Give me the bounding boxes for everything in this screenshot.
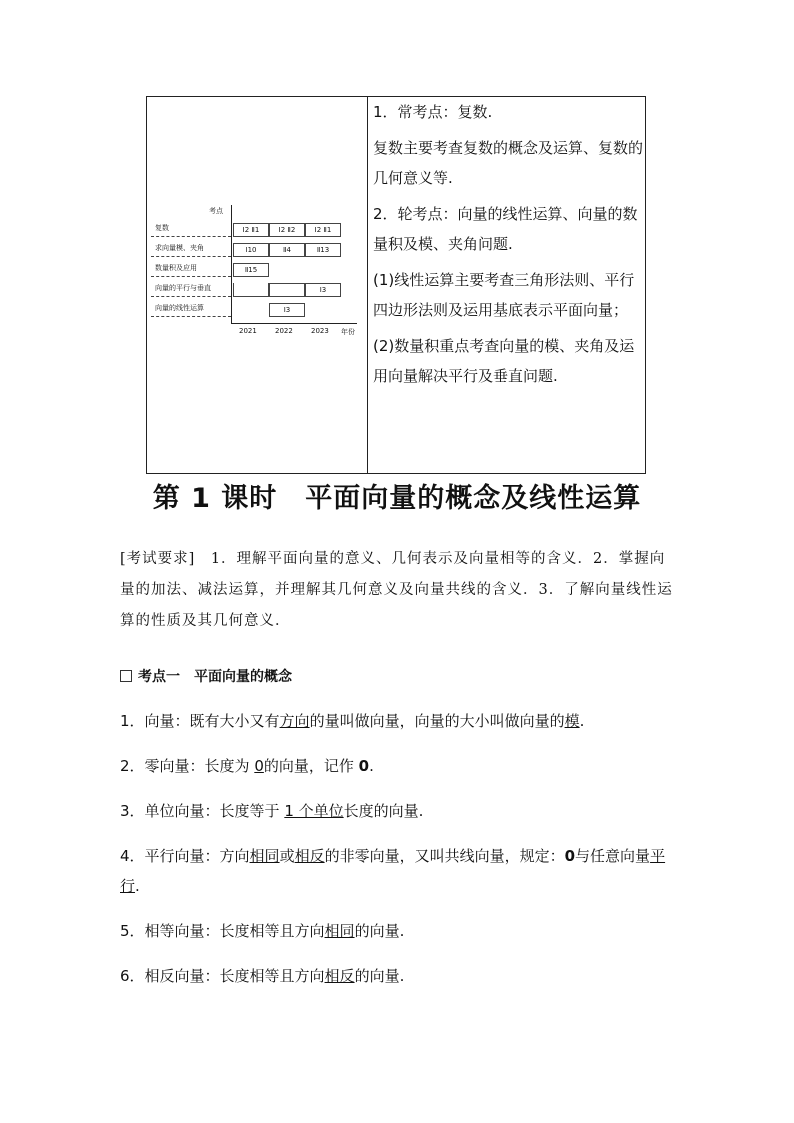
item-text: 与任意向量 <box>575 847 651 865</box>
chart-cell <box>269 283 305 297</box>
exam-analysis-text <box>373 97 643 397</box>
common-point: 1．常考点：复数. <box>373 103 493 121</box>
item-answer: 平行 <box>120 847 666 895</box>
item-answer: 相反 <box>324 967 355 985</box>
chart-cell: Ⅰ2 Ⅱ1 <box>233 223 269 237</box>
common-point-desc: 复数主要考查复数的概念及运算、复数的几何意义等. <box>373 139 644 187</box>
item-text: 的向量，记作 <box>263 757 359 775</box>
item-answer: 相反 <box>294 847 325 865</box>
chart-row-label: 向量的线性运算 <box>155 304 204 312</box>
chart-row-dash <box>151 256 231 257</box>
item-text: 3．单位向量：长度等于 <box>120 802 285 820</box>
list-item <box>120 961 680 991</box>
definition-list <box>120 706 680 1006</box>
chart-cell: Ⅰ3 <box>269 303 305 317</box>
item-text: 4．平行向量：方向 <box>120 847 250 865</box>
item-text: 6．相反向量：长度相等且方向 <box>120 967 325 985</box>
chart-cell: Ⅰ10 <box>233 243 269 257</box>
section-marker-icon <box>120 670 132 682</box>
rotating-point-desc-2: (2)数量积重点考查向量的模、夹角及运用向量解决平行及垂直问题. <box>373 337 635 385</box>
chart-row-dash <box>151 276 231 277</box>
chart-row-label: 向量的平行与垂直 <box>155 284 211 292</box>
zero-vector-symbol: 0 <box>358 757 370 775</box>
item-text: 2．零向量：长度为 <box>120 757 255 775</box>
item-answer: 1 个单位 <box>284 802 344 820</box>
item-text: 的向量. <box>354 922 405 940</box>
rotating-point-desc-1: (1)线性运算主要考查三角形法则、平行四边形法则及运用基底表示平面向量； <box>373 271 635 319</box>
chart-x-tick: 2023 <box>311 327 329 335</box>
chart-x-axis-label: 年份 <box>341 328 355 336</box>
zero-vector-symbol: 0 <box>564 847 576 865</box>
item-answer: 相同 <box>249 847 280 865</box>
item-text: 的量叫做向量，向量的大小叫做向量的 <box>309 712 565 730</box>
chart-x-tick: 2021 <box>239 327 257 335</box>
item-text: . <box>369 757 374 775</box>
chart-row-label: 复数 <box>155 224 169 232</box>
chart-x-tick: 2022 <box>275 327 293 335</box>
item-answer: 模 <box>564 712 580 730</box>
chart-x-axis <box>231 323 357 324</box>
exam-analysis-table <box>146 96 646 474</box>
chart-cell: Ⅰ2 Ⅱ2 <box>269 223 305 237</box>
list-item <box>120 796 680 826</box>
item-text: 的非零向量，又叫共线向量，规定： <box>324 847 565 865</box>
item-text: . <box>135 877 140 895</box>
rotating-point: 2．轮考点：向量的线性运算、向量的数量积及模、夹角问题. <box>373 205 638 253</box>
item-answer: 方向 <box>279 712 310 730</box>
chart-cell: Ⅰ3 <box>305 283 341 297</box>
chart-cell <box>233 283 269 297</box>
lesson-title: 第 1 课时 平面向量的概念及线性运算 <box>152 483 642 514</box>
chart-row-dash <box>151 296 231 297</box>
list-item <box>120 841 680 901</box>
chart-cell: Ⅱ13 <box>305 243 341 257</box>
chart-cell: Ⅰ2 Ⅱ1 <box>305 223 341 237</box>
chart-row-dash <box>151 236 231 237</box>
list-item <box>120 916 680 946</box>
item-text: 或 <box>279 847 295 865</box>
list-item <box>120 706 680 736</box>
chart-cell: Ⅱ15 <box>233 263 269 277</box>
item-text: 1．向量：既有大小又有 <box>120 712 280 730</box>
exam-requirements: [考试要求] 1．理解平面向量的意义、几何表示及向量相等的含义．2．掌握向量的加法、减法运算，并理解其几何意义及向量共线的含义．3．了解向量线性运算的性质及其几何意义． <box>120 551 673 629</box>
table-divider <box>367 97 368 473</box>
list-item <box>120 751 680 781</box>
item-text: 5．相等向量：长度相等且方向 <box>120 922 325 940</box>
item-answer: 相同 <box>324 922 355 940</box>
chart-y-axis-label: 考点 <box>209 207 223 215</box>
item-text: . <box>579 712 585 730</box>
chart-y-axis <box>231 205 232 323</box>
chart-row-label: 求向量模、夹角 <box>155 244 204 252</box>
item-text: 的向量. <box>354 967 405 985</box>
chart-cell: Ⅱ4 <box>269 243 305 257</box>
exam-frequency-chart <box>151 205 361 340</box>
chart-row-dash <box>151 316 231 317</box>
chart-row-label: 数量积及应用 <box>155 264 197 272</box>
section-heading-text: 考点一 平面向量的概念 <box>138 669 292 685</box>
section-heading <box>120 662 680 692</box>
item-text: 长度的向量. <box>343 802 424 820</box>
item-answer: 0 <box>254 757 264 775</box>
